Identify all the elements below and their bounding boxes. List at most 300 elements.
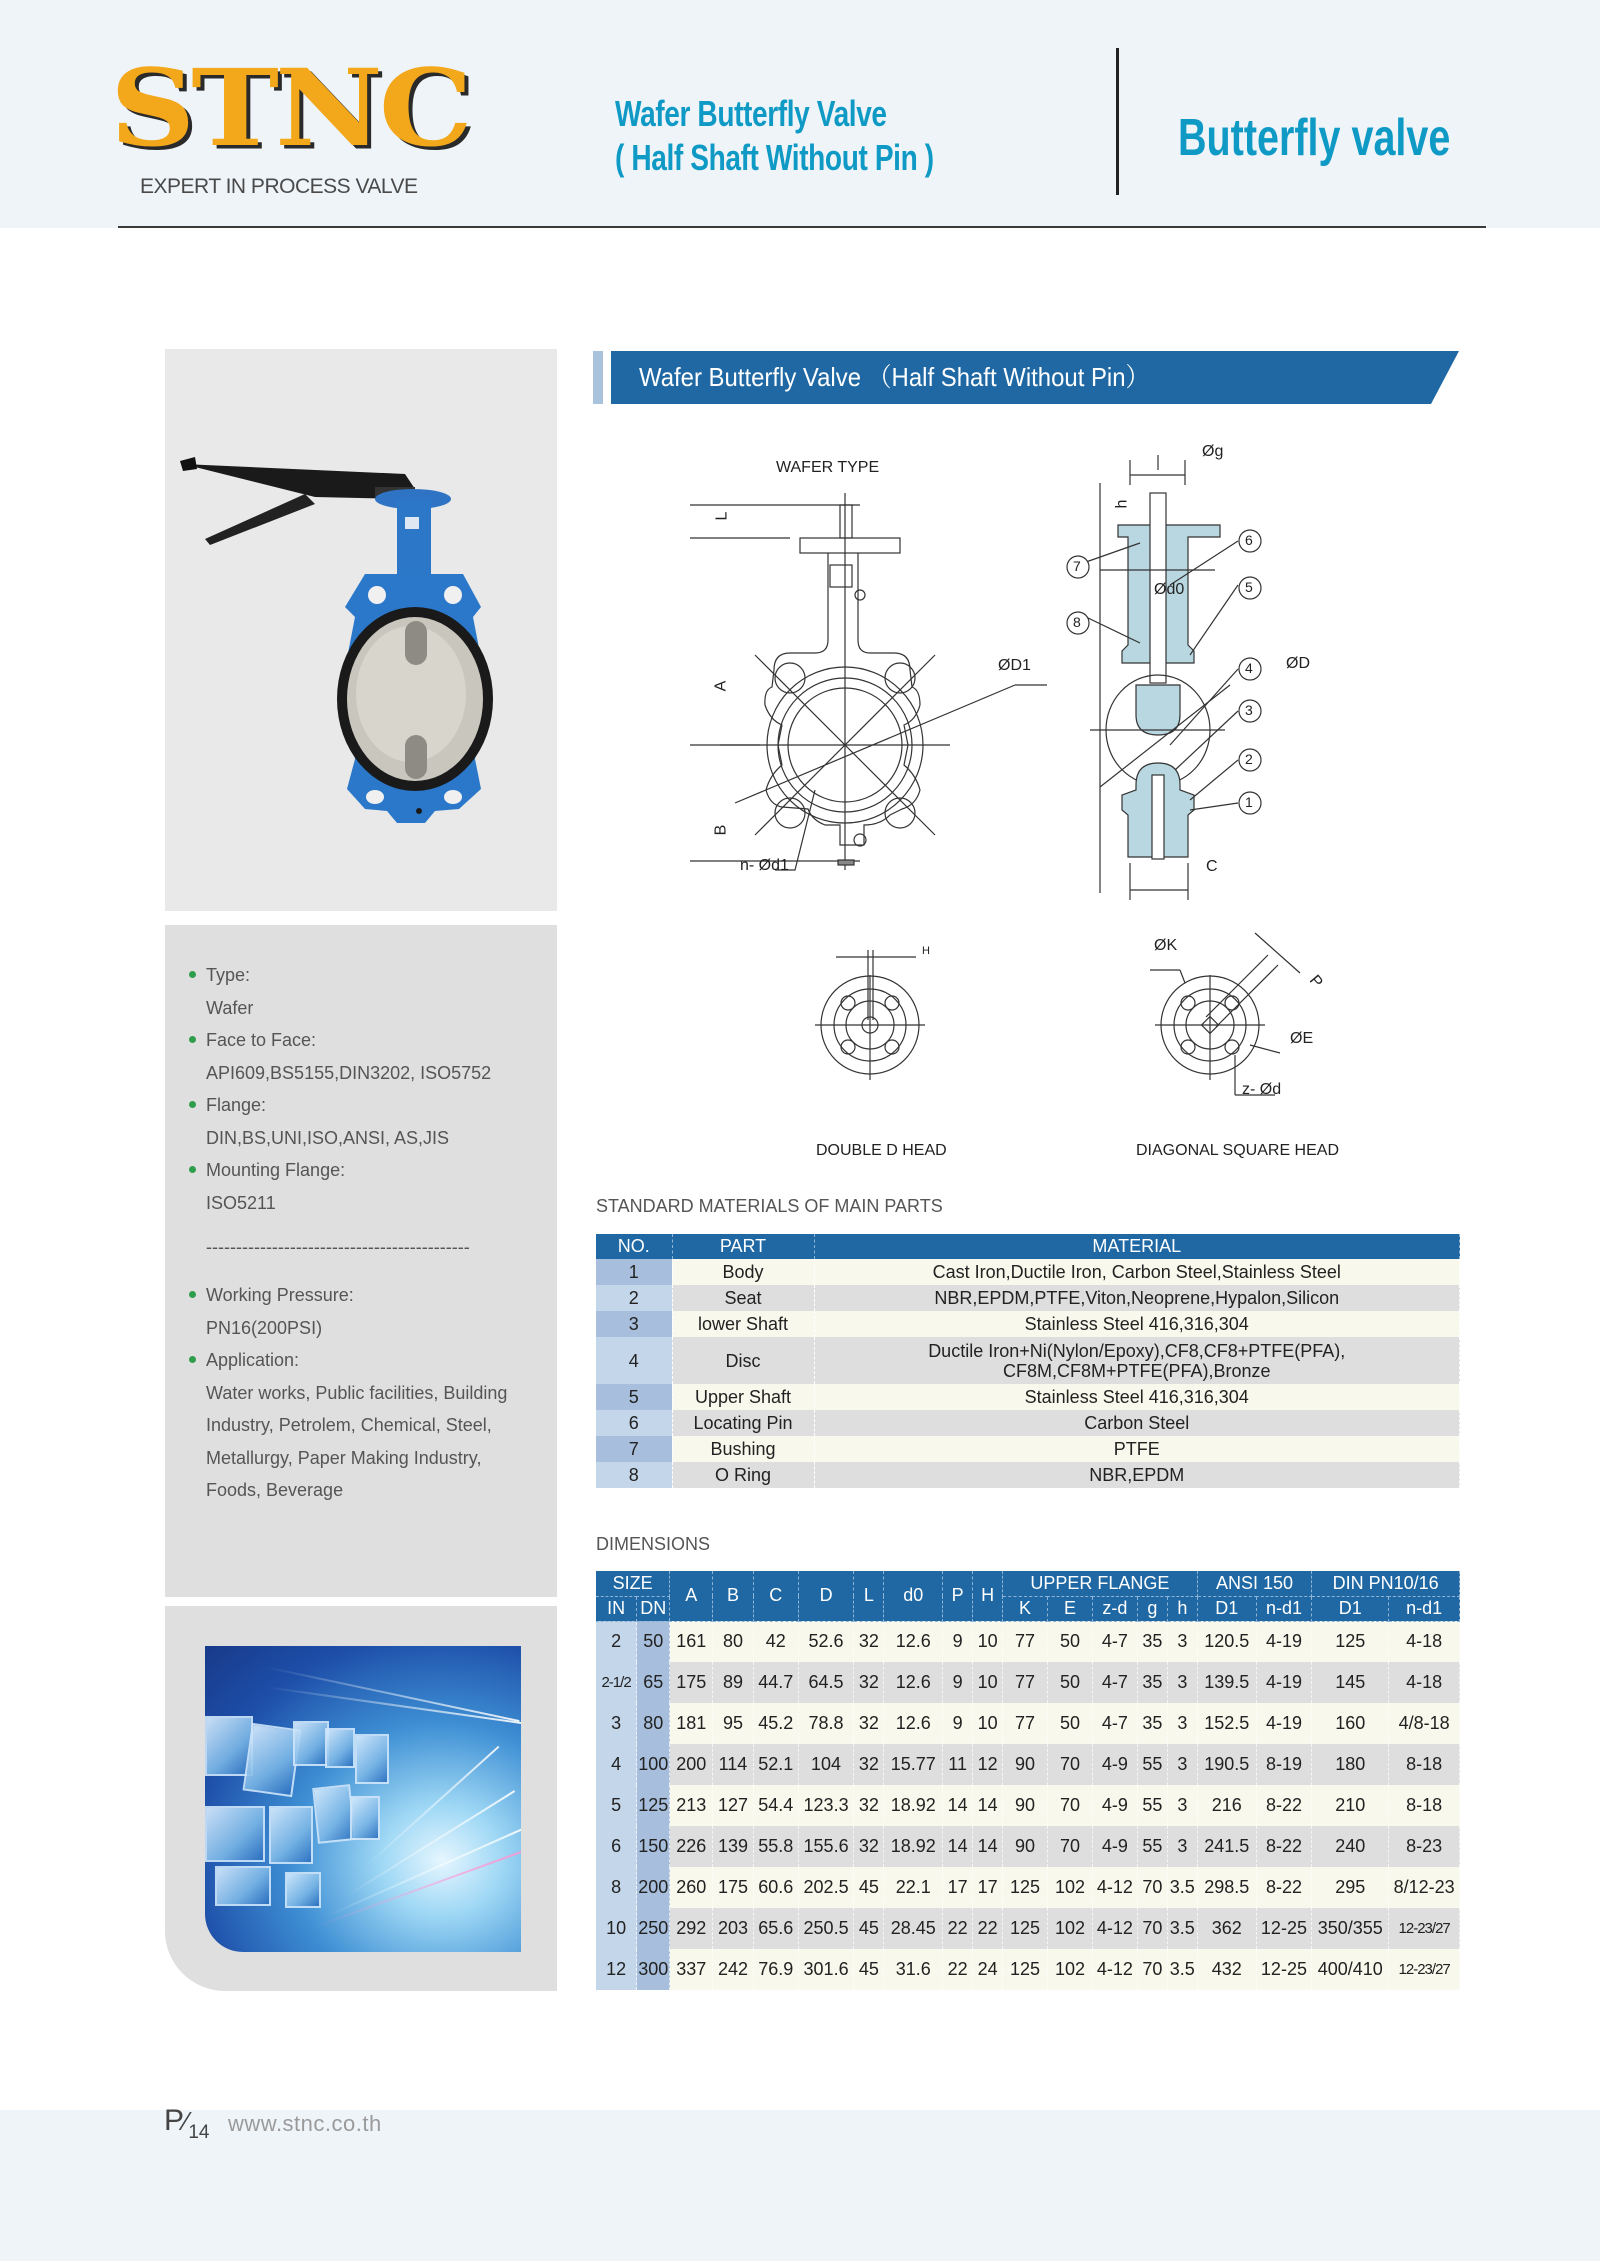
col-zd: z-d (1092, 1596, 1137, 1621)
cell-A: 175 (670, 1662, 713, 1703)
wafer-type-drawing (690, 463, 1047, 870)
page-slash: ⁄ (184, 2106, 189, 2136)
cell-C: 60.6 (753, 1867, 798, 1908)
cell-d0: 15.77 (884, 1744, 943, 1785)
spec-label (189, 959, 549, 992)
cell-C: 52.1 (753, 1744, 798, 1785)
cell-E: 102 (1048, 1867, 1093, 1908)
material-part: Upper Shaft (672, 1384, 814, 1410)
cell-E: 50 (1048, 1621, 1093, 1662)
cell-E: 50 (1048, 1703, 1093, 1744)
col-in: IN (596, 1596, 637, 1621)
cell-H: 14 (973, 1785, 1003, 1826)
callout-8: 8 (1073, 614, 1081, 630)
cell-L: 32 (854, 1662, 884, 1703)
spec-flange-value: DIN,BS,UNI,ISO,ANSI, AS,JIS (206, 1127, 450, 1148)
cell-ansi-nd1: 4-19 (1256, 1703, 1312, 1744)
col-d0: d0 (884, 1571, 943, 1621)
material-part: Locating Pin (672, 1410, 814, 1436)
dimensions-row (596, 1744, 1460, 1785)
col-D: D (798, 1571, 854, 1621)
col-E: E (1048, 1596, 1093, 1621)
spec-face-value: API609,BS5155,DIN3202, ISO5752 (206, 1062, 492, 1083)
product-title-line1: Wafer Butterfly Valve (615, 93, 887, 134)
material-part: Disc (672, 1337, 814, 1384)
cell-g: 35 (1137, 1621, 1167, 1662)
cell-K: 90 (1003, 1744, 1048, 1785)
cell-g: 70 (1137, 1867, 1167, 1908)
materials-row (596, 1337, 1460, 1384)
material-no: 2 (596, 1285, 672, 1311)
cell-ansi-D1: 432 (1197, 1949, 1256, 1990)
cell-z-d: 4-12 (1092, 1867, 1137, 1908)
cell-E: 102 (1048, 1908, 1093, 1949)
double-d-head-label: DOUBLE D HEAD (816, 1142, 947, 1159)
cell-L: 32 (854, 1826, 884, 1867)
cell-d0: 18.92 (884, 1826, 943, 1867)
dim-D1-label: ØD1 (998, 657, 1031, 674)
materials-row (596, 1285, 1460, 1311)
cell-A: 337 (670, 1949, 713, 1990)
cell-B: 175 (713, 1867, 754, 1908)
dim-D-label: ØD (1286, 655, 1310, 672)
cell-E: 102 (1048, 1949, 1093, 1990)
spec-pressure-value: PN16(200PSI) (206, 1317, 323, 1338)
cell-ansi-D1: 190.5 (1197, 1744, 1256, 1785)
cell-z-d: 4-7 (1092, 1621, 1137, 1662)
banner-accent (593, 351, 603, 404)
cell-in: 6 (596, 1826, 637, 1867)
banner-title: Wafer Butterfly Valve （Half Shaft Without Pin） (639, 362, 1150, 392)
spec-label (189, 1154, 549, 1187)
dim-H-label: H (922, 945, 930, 957)
cell-C: 44.7 (753, 1662, 798, 1703)
cell-L: 32 (854, 1621, 884, 1662)
cell-g: 55 (1137, 1785, 1167, 1826)
dimensions-row (596, 1621, 1460, 1662)
spec-mounting-label: Mounting Flange: (206, 1160, 346, 1180)
col-B: B (713, 1571, 754, 1621)
cell-L: 32 (854, 1703, 884, 1744)
cell-din-D1: 125 (1312, 1621, 1389, 1662)
specifications-panel (165, 925, 557, 1597)
cell-E: 70 (1048, 1744, 1093, 1785)
cell-H: 10 (973, 1662, 1003, 1703)
materials-row (596, 1462, 1460, 1488)
cell-in: 3 (596, 1703, 637, 1744)
col-ansi-nd1: n-d1 (1256, 1596, 1312, 1621)
cell-A: 260 (670, 1867, 713, 1908)
materials-row (596, 1311, 1460, 1337)
cell-P: 11 (943, 1744, 973, 1785)
product-title-line2: ( Half Shaft Without Pin ) (615, 137, 934, 178)
cell-in: 5 (596, 1785, 637, 1826)
cell-D: 123.3 (798, 1785, 854, 1826)
page-number (164, 2104, 210, 2143)
cell-K: 77 (1003, 1621, 1048, 1662)
cell-din-nd1: 8-18 (1389, 1785, 1460, 1826)
callout-4: 4 (1245, 660, 1253, 676)
spec-mounting-value: ISO5211 (206, 1192, 276, 1213)
dimensions-row (596, 1703, 1460, 1744)
spec-application-line: Water works, Public facilities, Building (206, 1382, 508, 1403)
spec-application-line: Foods, Beverage (206, 1480, 344, 1500)
col-header-part: PART (672, 1234, 814, 1259)
cell-ansi-D1: 139.5 (1197, 1662, 1256, 1703)
cell-P: 14 (943, 1785, 973, 1826)
cell-d0: 28.45 (884, 1908, 943, 1949)
cell-ansi-nd1: 8-22 (1256, 1785, 1312, 1826)
cell-g: 35 (1137, 1662, 1167, 1703)
cell-din-D1: 160 (1312, 1703, 1389, 1744)
materials-row (596, 1410, 1460, 1436)
bullet-icon (189, 1101, 196, 1108)
cell-ansi-nd1: 12-25 (1256, 1908, 1312, 1949)
cell-in: 2 (596, 1621, 637, 1662)
material-no: 6 (596, 1410, 672, 1436)
dimensions-header-row-1 (596, 1571, 1460, 1596)
material-no: 5 (596, 1384, 672, 1410)
page-prefix: P (164, 2104, 185, 2137)
cell-g: 55 (1137, 1744, 1167, 1785)
dim-d0-label: Ød0 (1154, 581, 1185, 598)
material-no: 4 (596, 1337, 672, 1384)
cell-din-nd1: 12-23/27 (1389, 1949, 1460, 1990)
material-no: 8 (596, 1462, 672, 1488)
cell-d0: 22.1 (884, 1867, 943, 1908)
material-value: Stainless Steel 416,316,304 (814, 1384, 1460, 1410)
cell-P: 17 (943, 1867, 973, 1908)
cell-A: 200 (670, 1744, 713, 1785)
cell-P: 22 (943, 1908, 973, 1949)
dim-P-label: P (1305, 972, 1326, 992)
bullet-icon (189, 1356, 196, 1363)
cell-din-D1: 210 (1312, 1785, 1389, 1826)
cell-din-D1: 350/355 (1312, 1908, 1389, 1949)
cell-din-D1: 295 (1312, 1867, 1389, 1908)
cell-H: 12 (973, 1744, 1003, 1785)
cell-L: 45 (854, 1949, 884, 1990)
col-h: h (1167, 1596, 1197, 1621)
cell-C: 54.4 (753, 1785, 798, 1826)
decorative-art-panel (165, 1606, 557, 1991)
cell-K: 125 (1003, 1908, 1048, 1949)
cell-h: 3 (1167, 1621, 1197, 1662)
callout-6: 6 (1245, 532, 1253, 548)
material-part: lower Shaft (672, 1311, 814, 1337)
cell-B: 95 (713, 1703, 754, 1744)
material-part: Seat (672, 1285, 814, 1311)
col-group-ansi: ANSI 150 (1197, 1571, 1311, 1596)
cell-A: 292 (670, 1908, 713, 1949)
col-L: L (854, 1571, 884, 1621)
col-group-size: SIZE (596, 1571, 670, 1596)
cell-in: 10 (596, 1908, 637, 1949)
cell-h: 3.5 (1167, 1908, 1197, 1949)
cell-in: 4 (596, 1744, 637, 1785)
col-P: P (943, 1571, 973, 1621)
cell-din-nd1: 12-23/27 (1389, 1908, 1460, 1949)
cell-dn: 150 (637, 1826, 670, 1867)
materials-row (596, 1436, 1460, 1462)
dimensions-row (596, 1867, 1460, 1908)
cell-B: 242 (713, 1949, 754, 1990)
product-title (615, 92, 934, 180)
col-header-no: NO. (596, 1234, 672, 1259)
cell-C: 45.2 (753, 1703, 798, 1744)
cell-D: 64.5 (798, 1662, 854, 1703)
material-no: 7 (596, 1436, 672, 1462)
dimensions-row (596, 1785, 1460, 1826)
cell-C: 42 (753, 1621, 798, 1662)
material-part: Bushing (672, 1436, 814, 1462)
cell-ansi-D1: 241.5 (1197, 1826, 1256, 1867)
cell-K: 77 (1003, 1703, 1048, 1744)
cell-P: 22 (943, 1949, 973, 1990)
cell-K: 90 (1003, 1826, 1048, 1867)
dimensions-row (596, 1826, 1460, 1867)
dim-nd1-label: n- Ød1 (740, 857, 789, 874)
col-ansi-D1: D1 (1197, 1596, 1256, 1621)
material-value: NBR,EPDM (814, 1462, 1460, 1488)
callout-3: 3 (1245, 702, 1253, 718)
cell-C: 76.9 (753, 1949, 798, 1990)
col-H: H (973, 1571, 1003, 1621)
cell-B: 203 (713, 1908, 754, 1949)
cell-B: 89 (713, 1662, 754, 1703)
cell-D: 250.5 (798, 1908, 854, 1949)
dimensions-table (596, 1571, 1460, 1990)
cell-L: 32 (854, 1785, 884, 1826)
cell-h: 3 (1167, 1703, 1197, 1744)
cell-C: 65.6 (753, 1908, 798, 1949)
cell-ansi-D1: 216 (1197, 1785, 1256, 1826)
section-banner (593, 351, 1459, 404)
cell-z-d: 4-7 (1092, 1662, 1137, 1703)
dim-L-label: L (713, 511, 731, 521)
cell-A: 161 (670, 1621, 713, 1662)
diagonal-square-head-label: DIAGONAL SQUARE HEAD (1136, 1142, 1340, 1159)
bullet-icon (189, 971, 196, 978)
logo-wordmark: STNC (110, 45, 469, 171)
spec-application-line: Industry, Petrolem, Chemical, Steel, (206, 1415, 492, 1435)
dim-h-label: h (1113, 499, 1131, 509)
spec-flange-label: Flange: (206, 1095, 267, 1115)
section-drawing (1067, 455, 1261, 900)
wafer-type-label: WAFER TYPE (776, 459, 880, 476)
material-no: 3 (596, 1311, 672, 1337)
cell-P: 9 (943, 1621, 973, 1662)
cell-din-D1: 240 (1312, 1826, 1389, 1867)
materials-row (596, 1259, 1460, 1285)
cell-din-nd1: 4-18 (1389, 1621, 1460, 1662)
cell-dn: 65 (637, 1662, 670, 1703)
cell-h: 3.5 (1167, 1867, 1197, 1908)
cell-H: 14 (973, 1826, 1003, 1867)
cell-z-d: 4-12 (1092, 1908, 1137, 1949)
cell-din-nd1: 4-18 (1389, 1662, 1460, 1703)
dimensions-row (596, 1949, 1460, 1990)
spec-face-label: Face to Face: (206, 1030, 317, 1050)
cell-dn: 300 (637, 1949, 670, 1990)
cell-din-D1: 145 (1312, 1662, 1389, 1703)
cell-H: 10 (973, 1703, 1003, 1744)
spec-label (189, 1089, 549, 1122)
dim-C-label: C (1206, 858, 1218, 875)
cell-P: 9 (943, 1703, 973, 1744)
cell-ansi-D1: 152.5 (1197, 1703, 1256, 1744)
cell-dn: 50 (637, 1621, 670, 1662)
cell-ansi-nd1: 4-19 (1256, 1621, 1312, 1662)
category-title: Butterfly valve (1178, 109, 1451, 167)
cell-ansi-nd1: 12-25 (1256, 1949, 1312, 1990)
cell-L: 45 (854, 1867, 884, 1908)
dimensions-title: DIMENSIONS (596, 1534, 711, 1554)
col-g: g (1137, 1596, 1167, 1621)
logo-tagline: EXPERT IN PROCESS VALVE (140, 175, 418, 198)
material-line: Ductile Iron+Ni(Nylon/Epoxy),CF8,CF8+PTFE(PFA), (928, 1340, 1346, 1361)
cell-g: 70 (1137, 1949, 1167, 1990)
cell-in: 8 (596, 1867, 637, 1908)
butterfly-valve-photo (165, 349, 557, 911)
cell-din-nd1: 8-23 (1389, 1826, 1460, 1867)
cell-z-d: 4-9 (1092, 1826, 1137, 1867)
spec-pressure-label: Working Pressure: (206, 1285, 354, 1305)
cell-in: 2-1/2 (596, 1662, 637, 1703)
cell-K: 125 (1003, 1949, 1048, 1990)
cell-d0: 18.92 (884, 1785, 943, 1826)
cell-A: 226 (670, 1826, 713, 1867)
spec-label (189, 1344, 549, 1377)
cell-d0: 12.6 (884, 1621, 943, 1662)
cell-K: 90 (1003, 1785, 1048, 1826)
cell-ansi-nd1: 8-22 (1256, 1867, 1312, 1908)
cell-A: 213 (670, 1785, 713, 1826)
dim-zd-label: z- Ød (1242, 1081, 1282, 1098)
valve-drawings (690, 445, 1460, 1185)
cell-A: 181 (670, 1703, 713, 1744)
cell-ansi-D1: 362 (1197, 1908, 1256, 1949)
cell-E: 70 (1048, 1785, 1093, 1826)
cell-ansi-nd1: 8-19 (1256, 1744, 1312, 1785)
spec-type-value: Wafer (206, 997, 254, 1018)
cell-din-D1: 180 (1312, 1744, 1389, 1785)
dim-A-label: A (712, 680, 730, 692)
cell-ansi-nd1: 8-22 (1256, 1826, 1312, 1867)
materials-row (596, 1384, 1460, 1410)
technology-image (205, 1646, 521, 1952)
cell-dn: 80 (637, 1703, 670, 1744)
dimensions-row (596, 1662, 1460, 1703)
spec-label (189, 1024, 549, 1057)
cell-K: 125 (1003, 1867, 1048, 1908)
col-din-nd1: n-d1 (1389, 1596, 1460, 1621)
cell-B: 139 (713, 1826, 754, 1867)
cell-h: 3 (1167, 1744, 1197, 1785)
cell-h: 3.5 (1167, 1949, 1197, 1990)
cell-din-nd1: 4/8-18 (1389, 1703, 1460, 1744)
header-divider (1116, 48, 1119, 195)
spec-list (189, 959, 549, 1507)
spec-type-label: Type: (206, 965, 251, 985)
material-line: CF8M,CF8M+PTFE(PFA),Bronze (1002, 1360, 1271, 1381)
bullet-icon (189, 1036, 196, 1043)
stnc-logo (110, 45, 480, 205)
cell-dn: 250 (637, 1908, 670, 1949)
material-value: Stainless Steel 416,316,304 (814, 1311, 1460, 1337)
spec-application-line: Metallurgy, Paper Making Industry, (206, 1447, 482, 1468)
cell-C: 55.8 (753, 1826, 798, 1867)
material-part: Body (672, 1259, 814, 1285)
material-value (814, 1337, 1460, 1384)
cell-dn: 100 (637, 1744, 670, 1785)
cell-L: 45 (854, 1908, 884, 1949)
cell-D: 52.6 (798, 1621, 854, 1662)
material-part: O Ring (672, 1462, 814, 1488)
material-value: NBR,EPDM,PTFE,Viton,Neoprene,Hypalon,Silicon (814, 1285, 1460, 1311)
cell-din-nd1: 8-18 (1389, 1744, 1460, 1785)
cell-D: 301.6 (798, 1949, 854, 1990)
dim-B-label: B (712, 824, 730, 836)
double-d-head-drawing (815, 950, 925, 1080)
cell-B: 114 (713, 1744, 754, 1785)
materials-table (596, 1234, 1460, 1488)
cell-B: 80 (713, 1621, 754, 1662)
col-header-material: MATERIAL (814, 1234, 1460, 1259)
spec-application-label: Application: (206, 1350, 300, 1370)
cell-B: 127 (713, 1785, 754, 1826)
cell-P: 9 (943, 1662, 973, 1703)
cell-z-d: 4-9 (1092, 1744, 1137, 1785)
cell-h: 3 (1167, 1662, 1197, 1703)
callout-7: 7 (1073, 558, 1081, 574)
callout-1: 1 (1245, 794, 1253, 810)
cell-D: 104 (798, 1744, 854, 1785)
website-url[interactable]: www.stnc.co.th (228, 2111, 382, 2136)
dim-E-label: ØE (1290, 1030, 1314, 1047)
cell-g: 55 (1137, 1826, 1167, 1867)
col-A: A (670, 1571, 713, 1621)
cell-H: 10 (973, 1621, 1003, 1662)
product-photo-panel (165, 349, 557, 911)
dashed-divider: -------------------------------------------- (206, 1237, 470, 1257)
cell-d0: 12.6 (884, 1703, 943, 1744)
cell-P: 14 (943, 1826, 973, 1867)
callout-2: 2 (1245, 751, 1253, 767)
material-value: Cast Iron,Ductile Iron, Carbon Steel,Stainless Steel (814, 1259, 1460, 1285)
bullet-icon (189, 1166, 196, 1173)
cell-d0: 31.6 (884, 1949, 943, 1990)
cell-d0: 12.6 (884, 1662, 943, 1703)
materials-title: STANDARD MATERIALS OF MAIN PARTS (596, 1196, 943, 1216)
cell-D: 155.6 (798, 1826, 854, 1867)
cell-g: 70 (1137, 1908, 1167, 1949)
spec-label (189, 1279, 549, 1312)
cell-K: 77 (1003, 1662, 1048, 1703)
cell-z-d: 4-12 (1092, 1949, 1137, 1990)
bullet-icon (189, 1291, 196, 1298)
col-din-D1: D1 (1312, 1596, 1389, 1621)
cell-dn: 200 (637, 1867, 670, 1908)
diagonal-square-head-drawing (1150, 933, 1300, 1095)
cell-z-d: 4-7 (1092, 1703, 1137, 1744)
dim-g-label: Øg (1202, 443, 1224, 460)
page-number-value: 14 (188, 2122, 210, 2143)
cell-H: 17 (973, 1867, 1003, 1908)
cell-E: 70 (1048, 1826, 1093, 1867)
cell-H: 22 (973, 1908, 1003, 1949)
cell-din-D1: 400/410 (1312, 1949, 1389, 1990)
